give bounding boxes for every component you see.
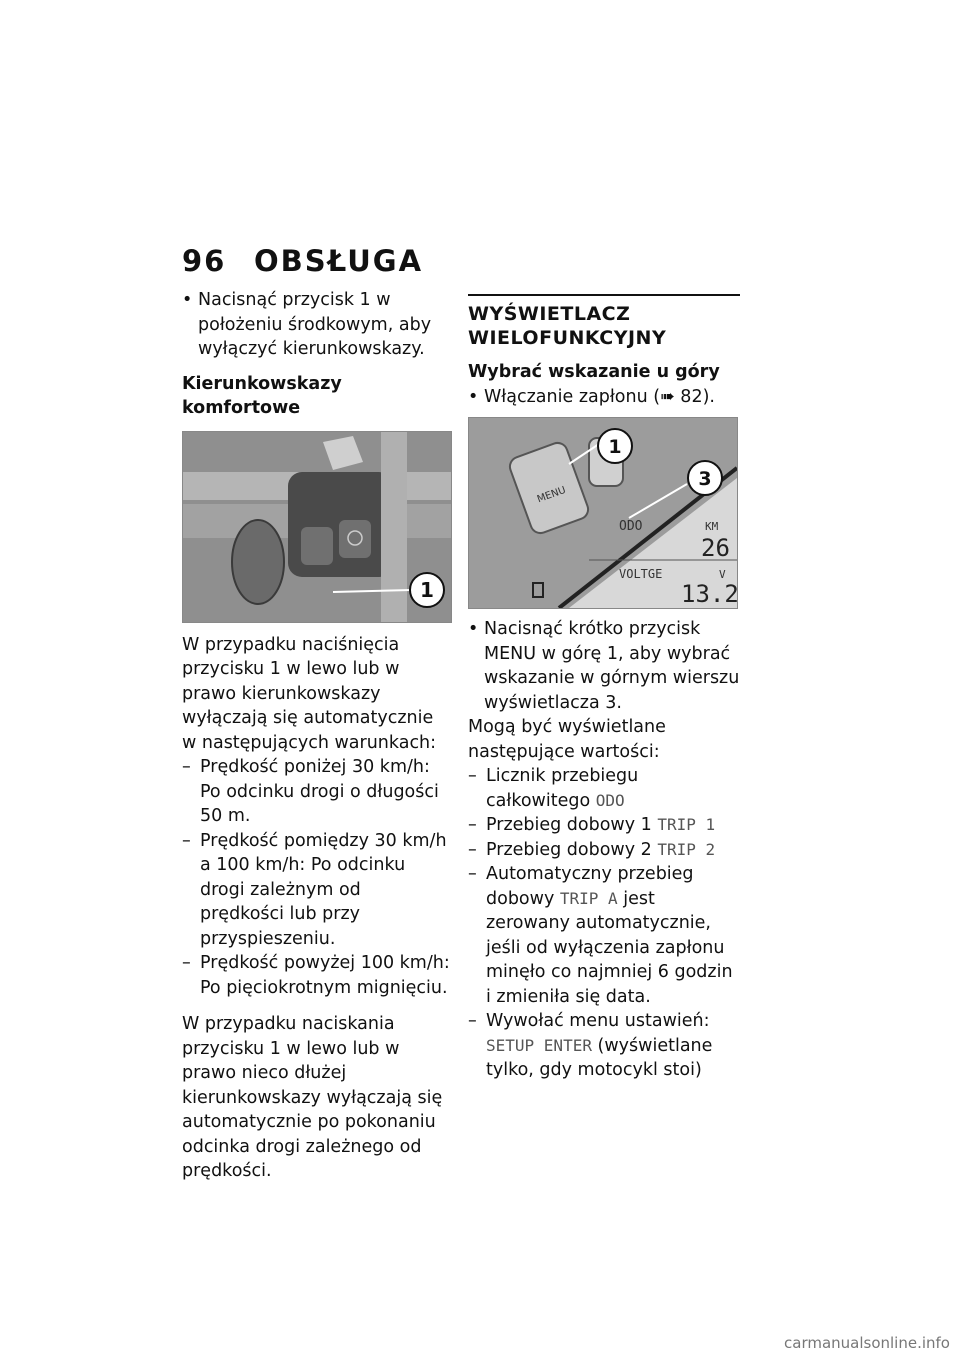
voltage-unit: V [719,568,726,581]
subheading: Wybrać wskazanie u góry [468,362,720,382]
list-item: – Licznik przebiegu całkowitego ODO [468,764,740,813]
handlebar-illustration [183,432,451,622]
voltage-value: 13.2 [681,580,737,608]
display-code: TRIP 1 [657,815,716,834]
left-column [182,288,450,1184]
paragraph: W przypadku naciśnięcia przycisku 1 w lewo lub w prawo kierunkowskazy wyłączają się automatycznie w następujących warunkach: [182,634,437,753]
display-code: TRIP 2 [657,839,716,859]
list-item: – Przebieg dobowy 1 TRIP 1 [468,813,740,838]
right-column [468,288,740,1083]
footer-watermark: carmanualsonline.info [784,1334,950,1352]
display-code: SETUP ENTER [486,1035,592,1055]
callout-3: 3 [698,468,712,490]
instruction-bullet: • Włączanie zapłonu (➠ 82). [468,385,740,410]
paragraph: W przypadku naciskania przycisku 1 w lewo lub w prawo nieco dłużej kierunkowskazy wyłączają się automatycznie po pokonaniu odcinka drogi zależnego od prędkości. [182,1014,443,1181]
page-header [182,244,423,278]
list-item: – Prędkość pomiędzy 30 km/h a 100 km/h: Po odcinku drogi zależnym od prędkości lub przy przyspieszeniu. [182,829,450,952]
callout-1: 1 [420,577,434,602]
list-item: – Prędkość powyżej 100 km/h: Po pięciokrotnym mignięciu. [182,951,450,1000]
section-heading: Kierunkowskazy komfortowe [182,373,342,418]
section-title: OBSŁUGA [254,244,424,278]
instruction-bullet: • Nacisnąć przycisk 1 w położeniu środkowym, aby wyłączyć kierunkowskazy. [182,288,450,362]
instruction-bullet: • Nacisnąć krótko przycisk MENU w górę 1, aby wybrać wskazanie w górnym wierszu wyświetlacza 3. [468,617,740,715]
odo-value: 26 [701,534,730,562]
display-illustration [469,418,737,608]
list-item: – Przebieg dobowy 2 TRIP 2 [468,838,740,863]
list-item: – Automatyczny przebieg dobowy TRIP A jest zerowany automatycznie, jeśli od wyłączenia zapłonu minęło co najmniej 6 godzin i zmieniła się data. [468,862,740,1009]
callout-1: 1 [608,436,622,458]
section-title-multifunction: WYŚWIETLACZ WIELOFUNKCYJNY [468,294,740,350]
odo-unit: KM [705,520,719,533]
display-code: TRIP A [559,888,618,908]
handlebar-switch-figure [182,431,452,623]
display-code: ODO [595,790,625,810]
paragraph: Mogą być wyświetlane następujące wartości: [468,717,666,762]
menu-button-label: MENU [535,484,568,506]
page-number: 96 [182,244,227,278]
voltage-label: VOLTGE [619,567,663,581]
list-item: – Wywołać menu ustawień: SETUP ENTER (wyświetlane tylko, gdy motocykl stoi) [468,1009,740,1083]
list-item: – Prędkość poniżej 30 km/h: Po odcinku drogi o długości 50 m. [182,755,450,829]
display-figure [468,417,738,609]
odo-label: ODO [619,519,643,534]
